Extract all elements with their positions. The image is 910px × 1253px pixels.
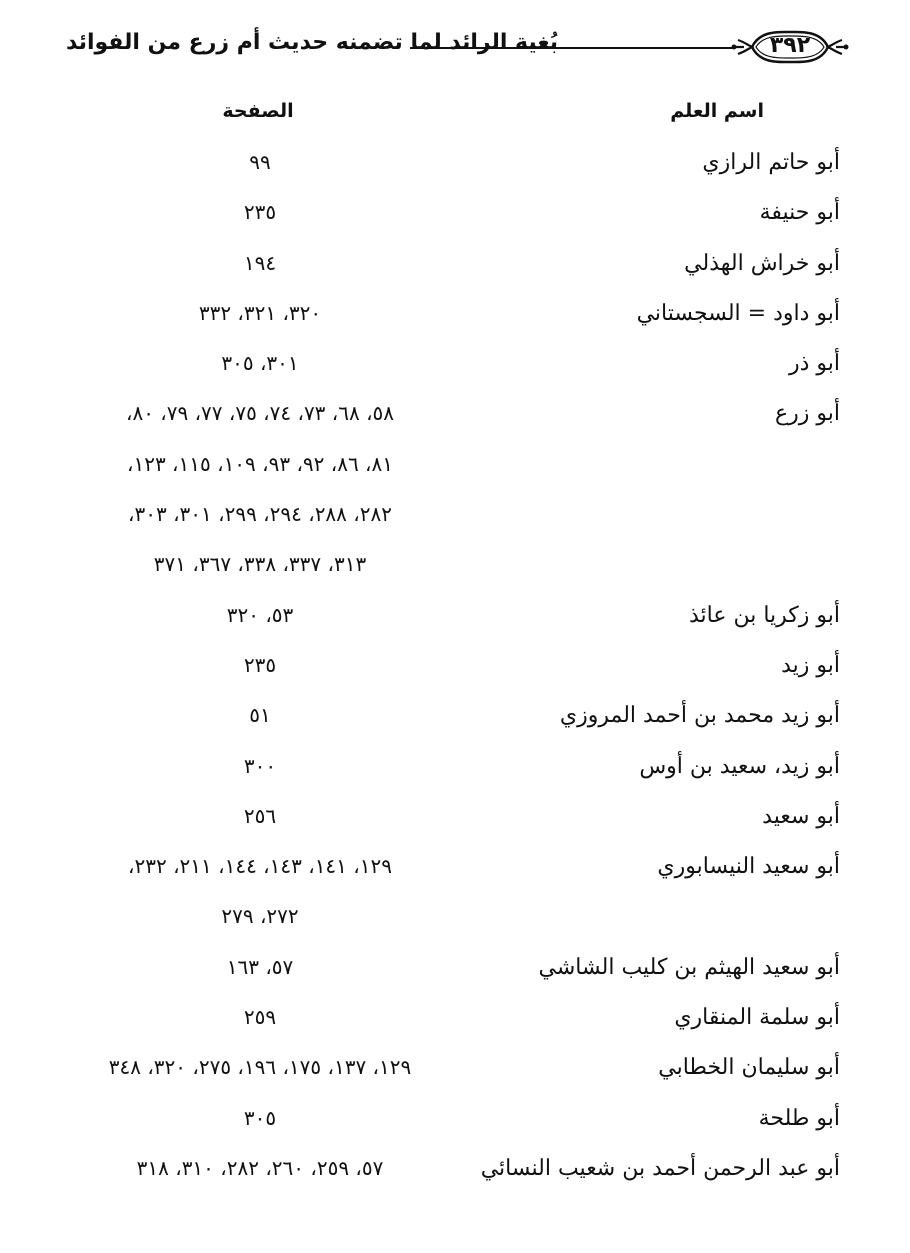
table-row <box>60 995 840 1045</box>
entry-pages: ١٢٩، ١٣٧، ١٧٥، ١٩٦، ٢٧٥، ٣٢٠، ٣٤٨ <box>108 1055 412 1080</box>
entry-name: أبو خراش الهذلي <box>684 250 840 276</box>
table-row <box>60 1096 840 1146</box>
table-row <box>60 140 840 190</box>
entry-pages: ٥١ <box>249 703 271 728</box>
table-row <box>60 1045 840 1095</box>
entry-pages: ٣٠٥ <box>243 1105 277 1130</box>
entry-name: أبو زيد محمد بن أحمد المروزي <box>559 703 840 729</box>
table-row <box>60 593 840 643</box>
entry-pages: ٢٥٩ <box>243 1005 277 1030</box>
page-number: ٣٩٢ <box>769 33 811 58</box>
entry-name: أبو طلحة <box>758 1105 840 1131</box>
entry-pages: ٥٨، ٦٨، ٧٣، ٧٤، ٧٥، ٧٧، ٧٩، ٨٠، <box>125 401 395 426</box>
entry-name: أبو حاتم الرازي <box>702 150 840 175</box>
entry-pages: ٣٢٠، ٣٢١، ٣٣٢ <box>198 300 322 325</box>
page-header <box>60 22 850 78</box>
index-table <box>60 140 840 1196</box>
entry-pages: ٢٣٥ <box>243 652 277 677</box>
entry-name: أبو زيد <box>781 652 840 678</box>
table-row <box>60 894 840 944</box>
entry-pages: ١٩٤ <box>243 250 277 275</box>
entry-name: أبو داود = السجستاني <box>636 300 840 326</box>
entry-pages: ٣٠٠ <box>243 753 277 778</box>
entry-name: أبو سليمان الخطابي <box>658 1055 840 1081</box>
table-row <box>60 291 840 341</box>
running-title: بُغية الرائد لما تضمنه حديث أم زرع من الفوائد <box>66 30 559 55</box>
page-number-badge <box>730 26 850 68</box>
table-row <box>60 643 840 693</box>
table-row <box>60 1146 840 1196</box>
entry-name: أبو سلمة المنقاري <box>674 1005 840 1031</box>
entry-name: أبو سعيد النيسابوري <box>657 854 840 880</box>
entry-name: أبو زرع <box>775 401 840 427</box>
entry-pages: ٣٠١، ٣٠٥ <box>221 351 299 376</box>
table-row <box>60 190 840 240</box>
entry-pages: ٢٨٢، ٢٨٨، ٢٩٤، ٢٩٩، ٣٠١، ٣٠٣، <box>128 502 392 527</box>
entry-pages: ٢٣٥ <box>243 200 277 225</box>
entry-pages: ٢٧٢، ٢٧٩ <box>221 904 299 929</box>
entry-name: أبو زيد، سعيد بن أوس <box>639 753 840 779</box>
entry-pages: ٩٩ <box>249 150 271 174</box>
table-row <box>60 794 840 844</box>
header-rule <box>410 47 734 49</box>
table-row <box>60 492 840 542</box>
entry-name: أبو ذر <box>788 351 840 377</box>
entry-pages: ٥٣، ٣٢٠ <box>226 602 294 627</box>
column-header-name: اسم العلم <box>670 100 764 122</box>
entry-pages: ٥٧، ١٦٣ <box>226 954 294 979</box>
entry-pages: ٨١، ٨٦، ٩٢، ٩٣، ١٠٩، ١١٥، ١٢٣، <box>127 451 393 476</box>
table-row <box>60 391 840 441</box>
table-row <box>60 844 840 894</box>
table-row <box>60 442 840 492</box>
table-row <box>60 945 840 995</box>
table-row <box>60 341 840 391</box>
entry-pages: ١٢٩، ١٤١، ١٤٣، ١٤٤، ٢١١، ٢٣٢، <box>128 854 392 879</box>
entry-name: أبو سعيد <box>762 803 840 829</box>
entry-name: أبو عبد الرحمن أحمد بن شعيب النسائي <box>480 1155 840 1181</box>
table-row <box>60 744 840 794</box>
entry-name: أبو سعيد الهيثم بن كليب الشاشي <box>538 954 840 980</box>
table-row <box>60 542 840 592</box>
column-header-page: الصفحة <box>222 100 294 122</box>
entry-pages: ٥٧، ٢٥٩، ٢٦٠، ٢٨٢، ٣١٠، ٣١٨ <box>136 1155 384 1180</box>
entry-name: أبو زكريا بن عائذ <box>688 602 840 628</box>
table-row <box>60 693 840 743</box>
entry-name: أبو حنيفة <box>759 200 840 226</box>
entry-pages: ٣١٣، ٣٣٧، ٣٣٨، ٣٦٧، ٣٧١ <box>153 552 367 577</box>
entry-pages: ٢٥٦ <box>243 803 277 828</box>
table-row <box>60 241 840 291</box>
